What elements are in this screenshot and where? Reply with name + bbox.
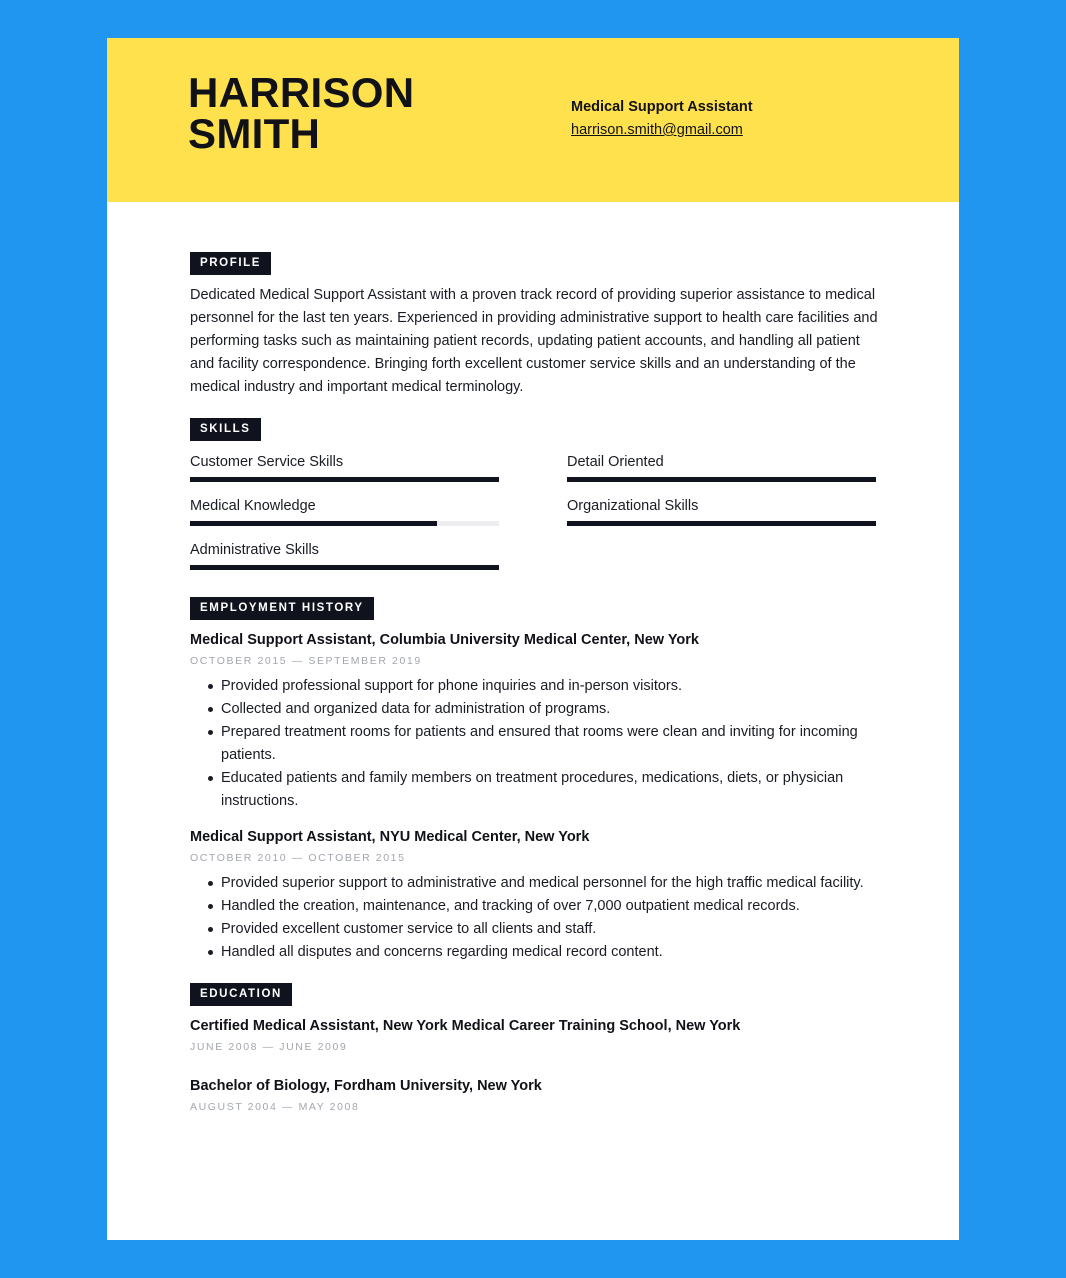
- list-item: Educated patients and family members on treatment procedures, medications, diets, or physician instructions.: [190, 767, 880, 813]
- list-item: Provided professional support for phone inquiries and in-person visitors.: [190, 675, 880, 698]
- profile-heading: PROFILE: [190, 252, 271, 275]
- skill-bar: [567, 521, 876, 526]
- candidate-name: [188, 69, 415, 157]
- last-name: SMITH: [188, 110, 321, 157]
- skill-item: [567, 452, 876, 472]
- first-name: HARRISON: [188, 69, 415, 116]
- skill-bar-fill: [190, 565, 499, 570]
- job-title-heading: Medical Support Assistant, NYU Medical Center, New York: [190, 829, 590, 845]
- email-link[interactable]: harrison.smith@gmail.com: [571, 122, 743, 138]
- list-item: Provided superior support to administrative and medical personnel for the high traffic medical facility.: [190, 872, 880, 895]
- employment-heading: EMPLOYMENT HISTORY: [190, 597, 374, 620]
- skill-label: Detail Oriented: [567, 454, 664, 470]
- education-dates: AUGUST 2004 — MAY 2008: [190, 1101, 360, 1113]
- skill-item: [190, 540, 499, 560]
- skill-label: Organizational Skills: [567, 498, 699, 514]
- profile-text: Dedicated Medical Support Assistant with a proven track record of providing superior assistance to medical personnel for the last ten years. Experienced in providing administrative support to health care facilities and performing tasks such as maintaining patient records, updating patient accounts, and handling all patient and facility correspondence. Bringing forth excellent customer service skills and an understanding of the medical industry and important medical terminology.: [190, 287, 878, 395]
- skill-bar: [190, 521, 499, 526]
- skill-bar-fill: [190, 521, 437, 526]
- skill-label: Administrative Skills: [190, 542, 319, 558]
- job-title: Medical Support Assistant: [571, 99, 753, 115]
- skill-bar-fill: [190, 477, 499, 482]
- skill-item: [190, 496, 499, 516]
- education-title: Certified Medical Assistant, New York Medical Career Training School, New York: [190, 1018, 741, 1034]
- list-item: Handled the creation, maintenance, and tracking of over 7,000 outpatient medical records.: [190, 895, 880, 918]
- education-title: Bachelor of Biology, Fordham University, New York: [190, 1078, 542, 1094]
- skill-label: Customer Service Skills: [190, 454, 344, 470]
- job-dates: OCTOBER 2010 — OCTOBER 2015: [190, 852, 406, 864]
- resume-page: [107, 38, 959, 1240]
- skill-label: Medical Knowledge: [190, 498, 316, 514]
- skill-bar-fill: [567, 521, 876, 526]
- list-item: Prepared treatment rooms for patients and ensured that rooms were clean and inviting for incoming patients.: [190, 721, 880, 767]
- skill-bar-fill: [567, 477, 876, 482]
- skill-item: [190, 452, 499, 472]
- education-dates: JUNE 2008 — JUNE 2009: [190, 1041, 348, 1053]
- skill-item: [567, 496, 876, 516]
- job-dates: OCTOBER 2015 — SEPTEMBER 2019: [190, 655, 422, 667]
- skills-heading: SKILLS: [190, 418, 261, 441]
- skill-bar: [190, 477, 499, 482]
- resume-header: [107, 38, 959, 202]
- job-bullet-list: [190, 872, 880, 964]
- list-item: Provided excellent customer service to all clients and staff.: [190, 918, 880, 941]
- job-title-heading: Medical Support Assistant, Columbia University Medical Center, New York: [190, 632, 699, 648]
- job-bullet-list: [190, 675, 880, 813]
- education-heading: EDUCATION: [190, 983, 292, 1006]
- list-item: Handled all disputes and concerns regarding medical record content.: [190, 941, 880, 964]
- skill-bar: [567, 477, 876, 482]
- skill-bar: [190, 565, 499, 570]
- header-contact: [571, 96, 753, 142]
- list-item: Collected and organized data for administration of programs.: [190, 698, 880, 721]
